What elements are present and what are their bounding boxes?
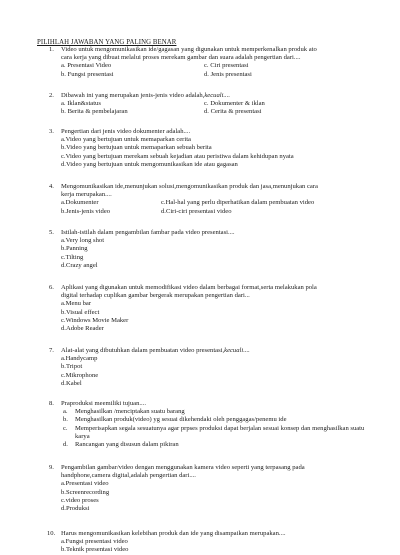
options — [61, 62, 379, 78]
question-3 — [49, 128, 379, 169]
options — [61, 136, 379, 169]
options — [61, 300, 379, 333]
option-b: b. Fungsi presentasi — [61, 70, 114, 78]
option-b: b.Screenrecording — [61, 488, 110, 496]
options — [61, 538, 377, 554]
option-a: a. Presentasi Video — [61, 62, 112, 70]
question-2 — [49, 92, 379, 117]
question-text-cont: kerja merupakan.... — [61, 191, 112, 199]
option-a: a.Very long shot — [61, 237, 105, 245]
options — [61, 355, 379, 388]
option-b: b. Menghasilkan produk(video) yg sesuai dikehendaki oleh penggagas/penemu ide — [63, 416, 287, 424]
option-c: c.Video yang bertujuan merekam sebuah kejadian atau peristiwa dalam kehidupan nyata — [61, 152, 294, 160]
question-text: Pengambilan gambar/video dengan menggunakan kamera video seperti yang terpasang pada — [61, 464, 305, 471]
question-number: 4. — [49, 183, 54, 190]
question-text: Istilah-istilah dalam pengambilan fambar pada video presentasi.... — [61, 229, 235, 236]
question-text: Harus mengomunikasikan kelebihan produk dan ide yang disampaikan merupakan.... — [61, 530, 286, 537]
question-text: Praproduksi meemiliki tujuan.... — [61, 400, 146, 407]
option-d: d.Kabel — [61, 379, 82, 387]
option-b: b.Panning — [61, 245, 88, 253]
option-a: a.Fungsi presentasi video — [61, 538, 128, 546]
options — [61, 100, 379, 116]
option-c: c.Tilting — [61, 253, 84, 261]
question-10 — [47, 530, 377, 555]
question-number: 7. — [49, 347, 54, 354]
option-d: d.Produksi — [61, 505, 90, 513]
question-text: Alat-alat yang dibutuhkan dalam pembuatan video presentasi,kecuali.... — [61, 347, 250, 354]
option-d: d.Video yang bertujuan untuk mengomunikasikan ide atau gagasan — [61, 160, 238, 168]
question-text-cont: digital terhadap cuplikan gambar bergerak merupakan pengertian dari... — [61, 292, 250, 300]
question-number: 1. — [49, 46, 54, 53]
option-a: a.Dokumenter — [61, 199, 99, 207]
options — [61, 199, 379, 215]
option-c: c.Mikrophone — [61, 371, 99, 379]
question-number: 10. — [47, 530, 56, 537]
option-a: a.Video yang bertujuan untuk memaparkan cerita — [61, 136, 191, 144]
question-emphasis: kecuali.... — [224, 347, 250, 354]
question-text-cont: cara kerja yang dibuat melalui proses merekam gambar dan suara adalah pengertian dari.... — [61, 54, 301, 62]
option-d: d.Ciri-ciri presentasi video — [161, 207, 232, 215]
question-4 — [49, 183, 379, 216]
option-a: a.Handycamp — [61, 355, 98, 363]
option-c: c. Ciri presentasi — [204, 62, 249, 70]
question-number: 9. — [49, 464, 54, 471]
question-8 — [49, 400, 379, 449]
question-9 — [49, 464, 379, 513]
option-a: a.Presentasi video — [61, 480, 109, 488]
question-text: Mengomunikasikan ide,menunjukan solusi,mengomunikasikan produk dan jasa,menunjukan cara — [61, 183, 318, 190]
question-text: Pengertian dari jenis video dokumenter adalah.... — [61, 128, 191, 135]
options — [61, 480, 379, 513]
question-5 — [49, 229, 379, 270]
option-c: c. Dokumenter & iklan — [204, 100, 265, 108]
question-text: Video untuk mengomunikasikan ide/gagasan yang digunakan untuk memperkenalkan produk ato — [61, 46, 317, 53]
question-number: 5. — [49, 229, 54, 236]
question-text-cont: handphone,camera digital,adalah pengertian dari.... — [61, 472, 196, 480]
option-a: a.Menu bar — [61, 300, 92, 308]
option-c: c.Hal-hal yang perlu diperhatikan dalam pembuatan video — [161, 199, 315, 207]
options — [61, 408, 379, 449]
question-number: 2. — [49, 92, 54, 99]
option-d: d.Crazy angel — [61, 261, 98, 269]
question-emphasis: kecuali.... — [204, 92, 231, 99]
question-text: Aplikasi yang digunakan untuk memodifikasi video dalam berbagai format,serta melakukan pola — [61, 284, 317, 291]
option-b: b.Jenis-jenis video — [61, 207, 111, 215]
option-b: b. Berita & pembelajaran — [61, 108, 128, 116]
options — [61, 237, 379, 270]
question-1 — [49, 46, 379, 79]
option-b: b.Video yang bertujuan untuk memaparkan sebuah berita — [61, 144, 212, 152]
question-text: Dibawah ini yang merupakan jenis-jenis video adalah,kecuali.... — [61, 92, 231, 99]
option-a: a. Iklan&status — [61, 100, 101, 108]
option-a: a. Menghasilkan /menciptakan suatu barang — [63, 408, 185, 416]
option-c: c.Windows Movie Maker — [61, 316, 129, 324]
option-c: c.video proses — [61, 496, 99, 504]
option-d: d. Cerita & presentasi — [204, 108, 262, 116]
question-number: 3. — [49, 128, 54, 135]
question-7 — [49, 347, 379, 388]
option-d: d.Adobe Reader — [61, 325, 104, 333]
question-number: 6. — [49, 284, 54, 291]
option-d: d. Jenis presentasi — [204, 70, 252, 78]
question-number: 8. — [49, 400, 54, 407]
page-title: PILIHLAH JAWABAN YANG PALING BENAR — [37, 39, 177, 46]
option-d: d. Rancangan yang disusun dalam pikiran — [63, 441, 179, 449]
option-b: b.Visual effect — [61, 308, 100, 316]
option-b: b.Tripot — [61, 363, 83, 371]
option-c: c. Memperisapkan segala sesuatunya agar prpses produksi dapat berjalan sesuai konsep dan menghasilkan suatu karya — [63, 424, 365, 440]
question-6 — [49, 284, 379, 333]
option-b: b.Teknik presentasi video — [61, 546, 129, 554]
